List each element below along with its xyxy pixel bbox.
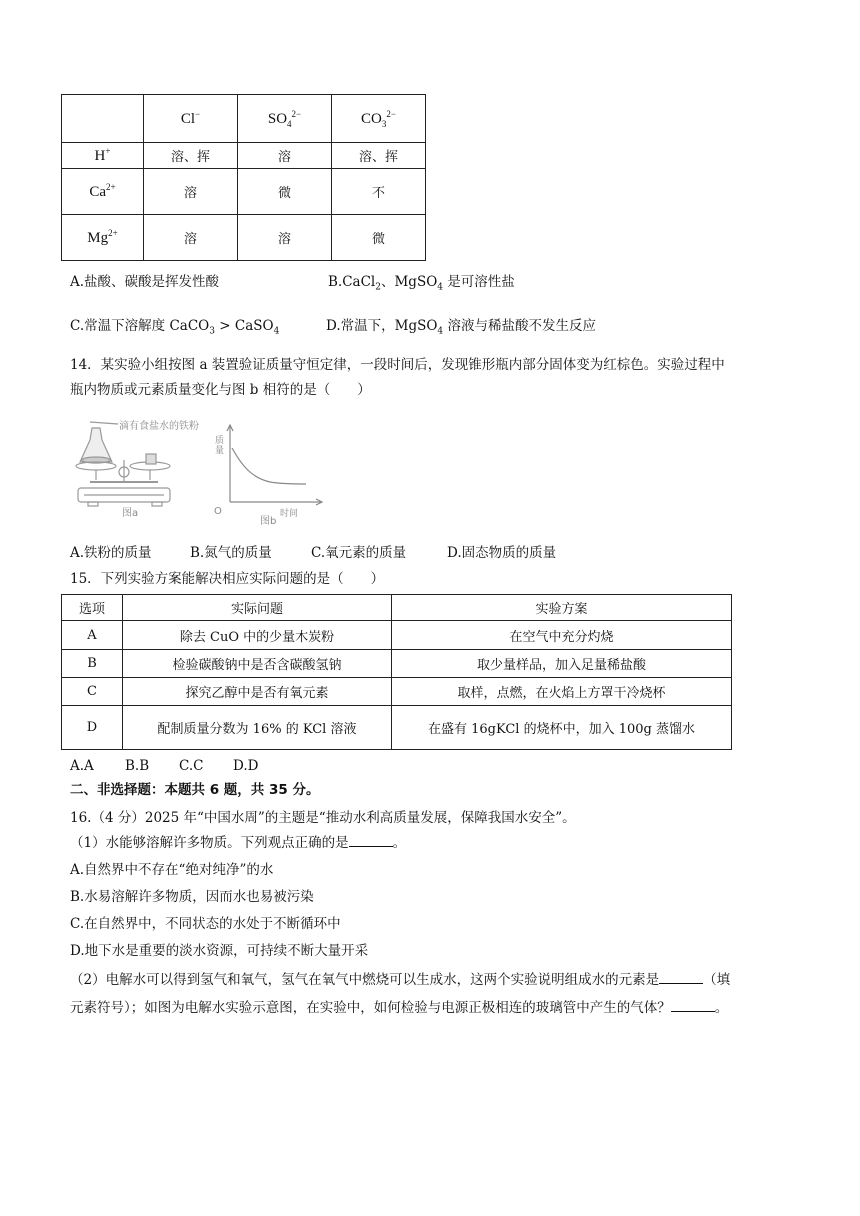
solubility-table [61,94,426,261]
option-cell: D [62,706,123,750]
table-row [62,215,426,261]
graph-x-label: 时间 [280,509,299,519]
q15-option-d: D.D [233,758,259,774]
q15-option-a: A.A [70,758,94,774]
problem-cell: 探究乙醇中是否有氧元素 [123,678,392,706]
solubility-cell: 溶、挥 [332,143,426,169]
q16-option-a: A.自然界中不存在“绝对纯净”的水 [70,862,274,878]
mass-time-graph [210,420,330,530]
table-row [62,706,732,750]
answer-blank[interactable] [349,834,393,847]
answer-blank[interactable] [671,999,715,1012]
solubility-cell: 溶 [238,143,332,169]
q15-option-c: C.C [179,758,204,774]
graph-y-label: 质量 [215,436,225,456]
anion-header: $SO_4^{2-}$ [238,95,332,143]
figure-a-caption: 图a [122,508,139,519]
answer-blank[interactable] [659,971,703,984]
q14-option-a: A.铁粉的质量 [70,545,152,561]
table-header-row [62,595,732,621]
option-cell: A [62,621,123,650]
table-row [62,143,426,169]
solubility-cell: 微 [332,215,426,261]
q14-stem-line1: 14．某实验小组按图 a 装置验证质量守恒定律，一段时间后，发现锥形瓶内部分固体变为红棕色。实验过程中 [70,357,725,373]
table-row [62,650,732,678]
column-header: 实际问题 [123,595,392,621]
solubility-cell: 不 [332,169,426,215]
cation-cell: $Ca^{2+}$ [62,169,144,215]
q16-option-c: C.在自然界中，不同状态的水处于不断循环中 [70,916,341,932]
q14-option-c: C.氧元素的质量 [311,545,407,561]
q15-option-b: B.B [125,758,150,774]
solubility-cell: 溶 [144,215,238,261]
problem-cell: 除去 CuO 中的少量木炭粉 [123,621,392,650]
option-cell: C [62,678,123,706]
anion-header: Cl− [144,95,238,143]
plan-cell: 取少量样品，加入足量稀盐酸 [392,650,732,678]
q13-option-d: D.常温下，MgSO$_4$ 溶液与稀盐酸不发生反应 [326,318,596,337]
mass-curve [232,448,306,484]
option-cell: B [62,650,123,678]
figure-b-caption: 图b [260,516,277,527]
plan-cell: 取样，点燃，在火焰上方罩干冷烧杯 [392,678,732,706]
q14-option-b: B.氮气的质量 [190,545,272,561]
figure-a-label: 滴有食盐水的铁粉 [119,421,199,432]
graph-origin-label: O [214,506,222,517]
q14-option-d: D.固态物质的质量 [447,545,557,561]
anion-header: $CO_3^{2-}$ [332,95,426,143]
q16-option-b: B.水易溶解许多物质，因而水也易被污染 [70,889,314,905]
q14-stem-line2: 瓶内物质或元素质量变化与图 b 相符的是（ ） [70,382,371,398]
q13-option-a: A.盐酸、碳酸是挥发性酸 [70,274,220,290]
plan-cell: 在空气中充分灼烧 [392,621,732,650]
solubility-cell: 溶、挥 [144,143,238,169]
q13-option-c: C.常温下溶解度 CaCO$_3$ > CaSO$_4$ [70,318,280,337]
q13-option-b: B.CaCl$_2$、MgSO$_4$ 是可溶性盐 [328,274,515,293]
cation-cell: $Mg^{2+}$ [62,215,144,261]
column-header: 实验方案 [392,595,732,621]
q16-part2-line1: （2）电解水可以得到氢气和氧气，氢气在氧气中燃烧可以生成水，这两个实验说明组成水的元素是 （填 [70,972,731,988]
cation-cell: H+ [62,143,144,169]
section-heading: 二、非选择题：本题共 6 题，共 35 分。 [70,782,320,798]
problem-cell: 检验碳酸钠中是否含碳酸氢钠 [123,650,392,678]
solubility-cell: 溶 [238,215,332,261]
q16-part2-line2: 元素符号）；如图为电解水实验示意图，在实验中，如何检验与电源正极相连的玻璃管中产生的气体？ 。 [70,1000,729,1016]
experiment-table [61,594,732,750]
column-header: 选项 [62,595,123,621]
table-row [62,169,426,215]
table-row [62,678,732,706]
solubility-cell: 溶 [144,169,238,215]
q16-option-d: D.地下水是重要的淡水资源，可持续不断大量开采 [70,943,369,959]
q16-stem: 16.（4 分）2025 年“中国水周”的主题是“推动水利高质量发展，保障我国水安全”。 [70,810,576,826]
plan-cell: 在盛有 16gKCl 的烧杯中，加入 100g 蒸馏水 [392,706,732,750]
table-row [62,621,732,650]
table-corner-cell [62,95,144,143]
problem-cell: 配制质量分数为 16% 的 KCl 溶液 [123,706,392,750]
q15-stem: 15．下列实验方案能解决相应实际问题的是（ ） [70,571,385,587]
solubility-cell: 微 [238,169,332,215]
q16-part1: （1）水能够溶解许多物质。下列观点正确的是 。 [70,835,407,851]
